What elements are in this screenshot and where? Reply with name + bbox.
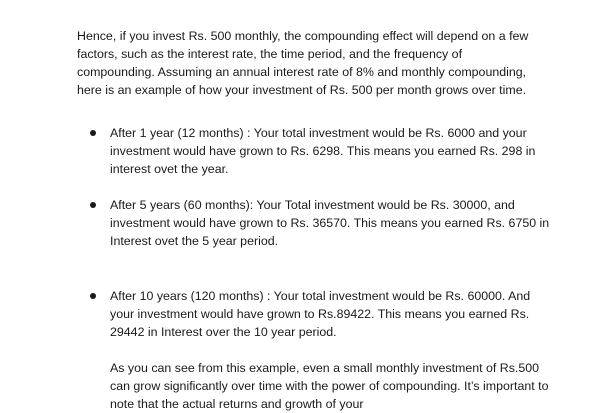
bullet-item-1-year	[0, 124, 550, 178]
bullet-text: After 1 year (12 months) : Your total investment would be Rs. 6000 and your investment would have grown to Rs. 6298. This means you earned Rs. 298 in interest ovet the year.	[110, 126, 536, 176]
conclusion-wrapper	[0, 359, 600, 413]
bullet-dot-icon	[90, 202, 96, 208]
intro-paragraph: Hence, if you invest Rs. 500 monthly, the compounding effect will depend on a few factors, such as the interest rate, the time period, and the frequency of compounding. Assuming an annual interest rate of 8% and monthly compounding, here is an example of how your investment of Rs. 500 per month grows over time.	[77, 29, 529, 97]
bullet-text: After 5 years (60 months): Your Total investment would be Rs. 30000, and investment would have grown to Rs. 36570. This means you earned Rs. 6750 in Interest ovet the 5 year period.	[110, 198, 550, 248]
bullet-item-10-years	[0, 287, 550, 341]
bullet-dot-icon	[90, 130, 96, 136]
bullet-text: After 10 years (120 months) : Your total investment would be Rs. 60000. And your investment would have grown to Rs.89422. This means you earned Rs. 29442 in Interest over the 10 year period.	[110, 289, 531, 339]
bullet-list	[0, 124, 600, 413]
conclusion-paragraph: As you can see from this example, even a small monthly investment of Rs.500 can grow significantly over time with the power of compounding. It’s important to note that the actual returns and growth of your	[110, 361, 549, 411]
bullet-dot-icon	[90, 293, 96, 299]
bullet-item-5-years	[0, 196, 550, 250]
